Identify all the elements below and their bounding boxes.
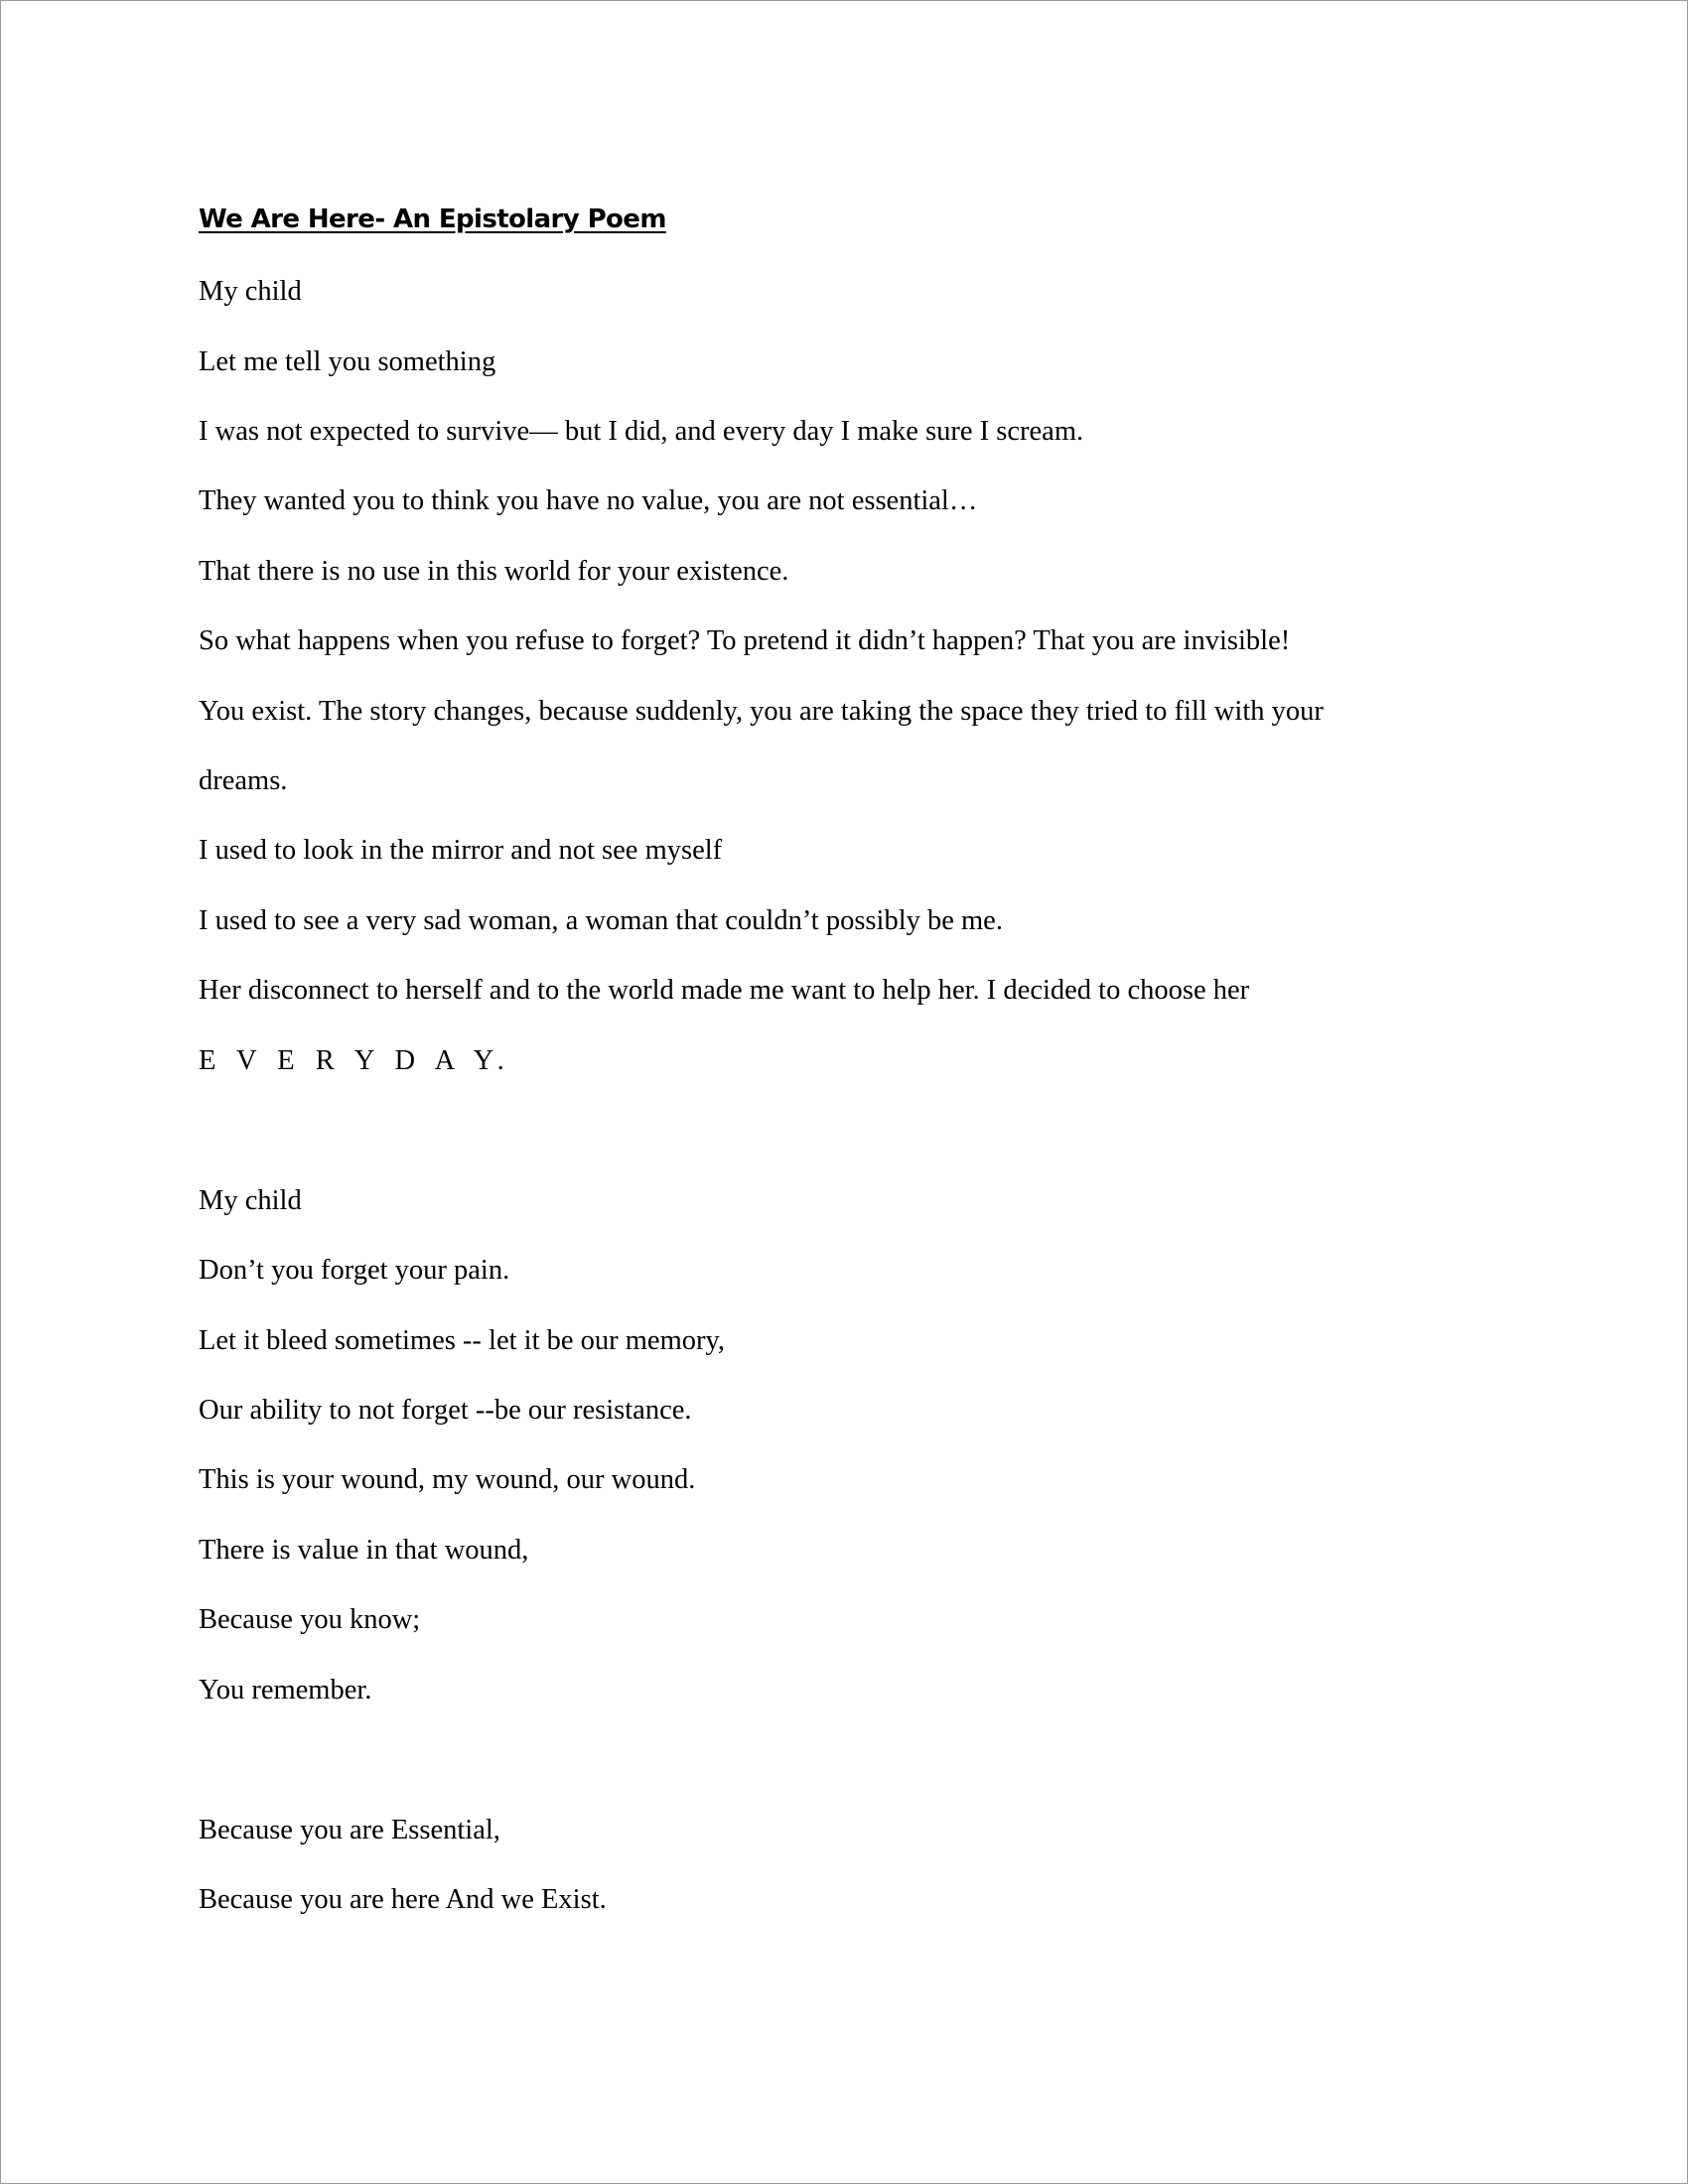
poem-line: You remember. [199, 1675, 372, 1706]
poem-line: Our ability to not forget --be our resistance. [199, 1395, 692, 1426]
poem-line: E V E R Y D A Y. [199, 1045, 511, 1076]
poem-line: I was not expected to survive— but I did, and every day I make sure I scream. [199, 416, 1084, 447]
poem-line: Because you are Essential, [199, 1815, 500, 1845]
poem-line: That there is no use in this world for your existence. [199, 556, 789, 587]
poem-line: My child [199, 276, 302, 307]
poem-line: dreams. [199, 765, 288, 796]
poem-line: Let it bleed sometimes -- let it be our memory, [199, 1325, 726, 1356]
poem-title: We Are Here- An Epistolary Poem [199, 205, 666, 234]
poem-line: This is your wound, my wound, our wound. [199, 1464, 696, 1495]
poem-line: So what happens when you refuse to forget? To pretend it didn’t happen? That you are invisible! [199, 625, 1291, 656]
poem-line: My child [199, 1185, 302, 1216]
poem-line: Because you know; [199, 1604, 421, 1635]
poem-line: Let me tell you something [199, 346, 496, 377]
poem-line: Her disconnect to herself and to the world made me want to help her. I decided to choose her [199, 975, 1250, 1006]
poem-line: They wanted you to think you have no value, you are not essential… [199, 485, 978, 516]
poem-line: I used to see a very sad woman, a woman that couldn’t possibly be me. [199, 905, 1003, 936]
poem-line: There is value in that wound, [199, 1535, 529, 1566]
poem-line: I used to look in the mirror and not see myself [199, 835, 723, 866]
poem-line: Because you are here And we Exist. [199, 1884, 607, 1915]
poem-line: Don’t you forget your pain. [199, 1255, 510, 1286]
poem-line: You exist. The story changes, because suddenly, you are taking the space they tried to fill with your [199, 696, 1324, 727]
